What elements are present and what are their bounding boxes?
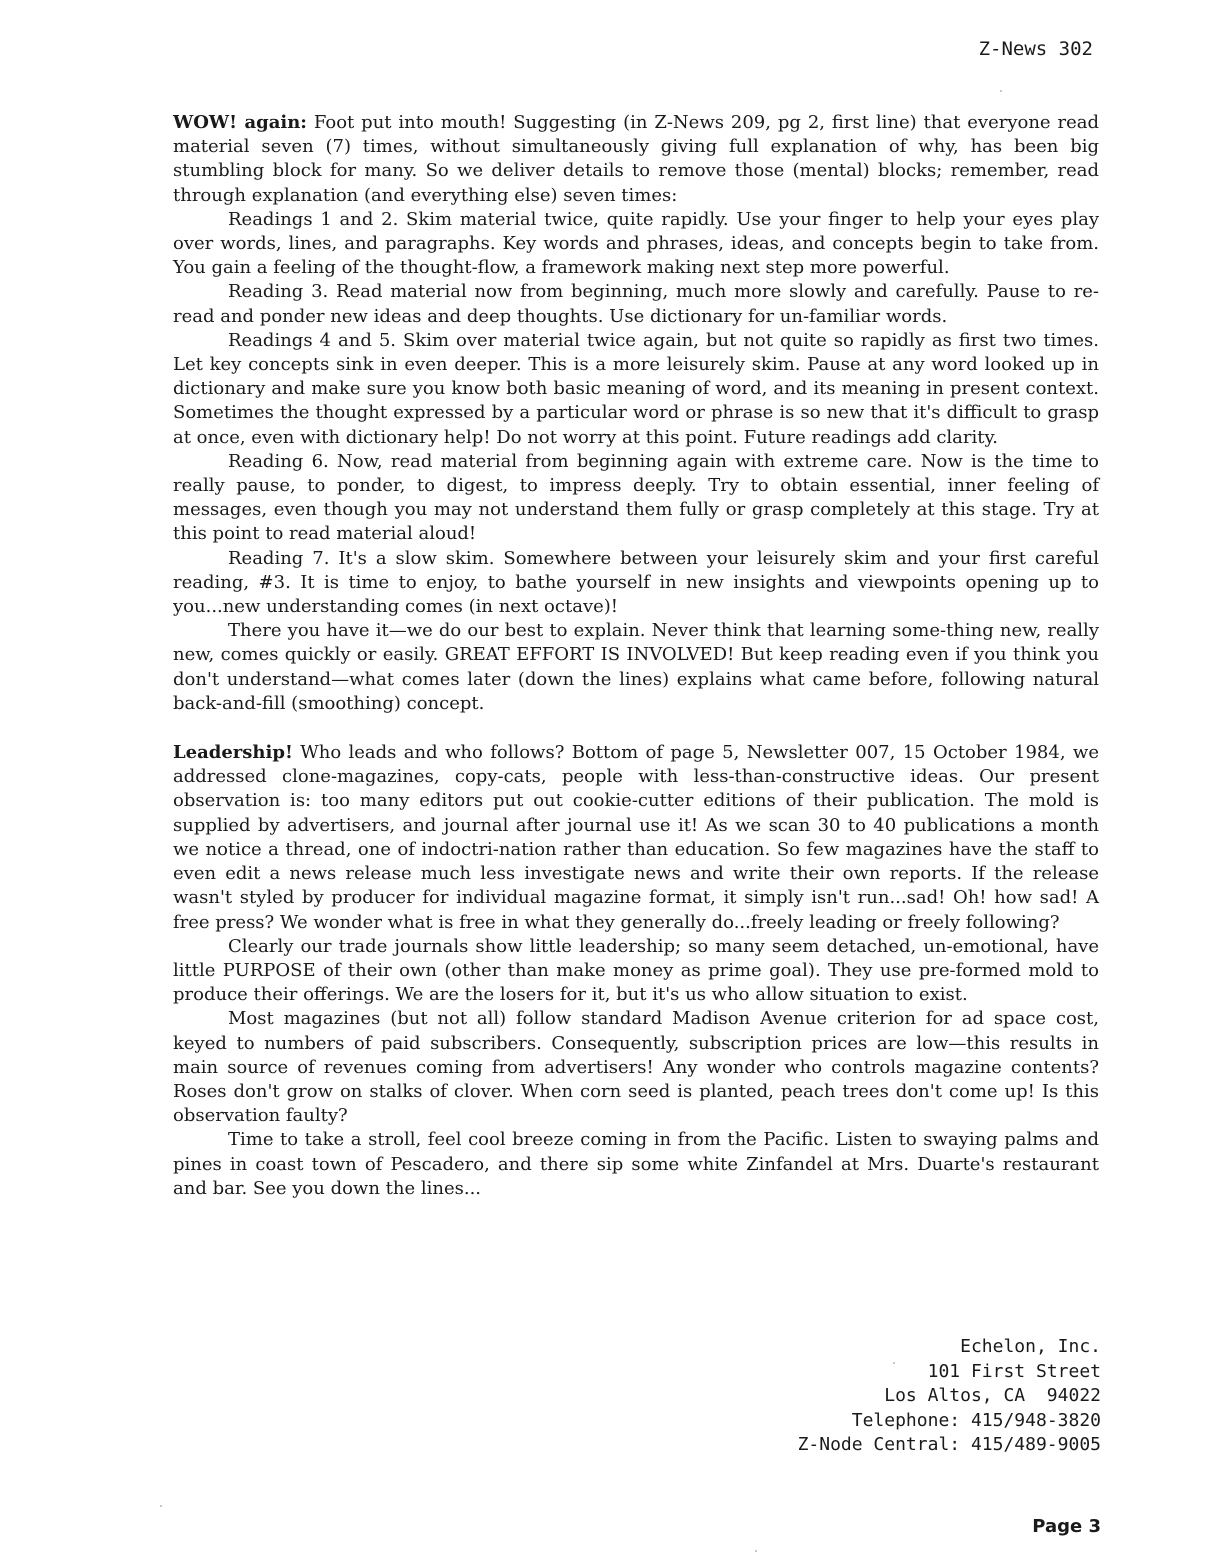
street-address: 101 First Street (927, 1360, 1101, 1382)
telephone-line: Telephone: 415/948-3820 (851, 1409, 1101, 1431)
city-state-zip: Los Altos, CA 94022 (884, 1385, 1101, 1406)
section2-paragraph-4: Time to take a stroll, feel cool breeze coming in from the Pacific. Listen to swaying palms and pines in coast town of Pescadero, and there sip some white Zinfandel at Mrs. Duarte's restaurant and bar. See you down the lines... (173, 1129, 1099, 1199)
section-divider-space (173, 716, 1099, 741)
section2-paragraph-2: Clearly our trade journals show little leadership; so many seem detached, un-emotional, have little PURPOSE of their own (other than make money as prime goal). They use pre-formed mold to produce their offerings. We are the losers for it, but it's us who allow situation to exist. (173, 935, 1099, 1006)
section2-paragraph-3: Most magazines (but not all) follow standard Madison Avenue criterion for ad space cost, keyed to numbers of paid subscribers. Consequently, subscription prices are low—this results in main source of revenues coming from advertisers! Any wonder who controls magazine contents? Roses don't grow on stalks of clover. When corn seed is planted, peach trees don't come up! Is this observation faulty? (173, 1008, 1099, 1127)
section2-paragraph-text: Who leads and who follows? Bottom of page 5, Newsletter 007, 15 October 1984, we addressed clone-magazines, copy-cats, people with less-than-constructive ideas. Our present observation is: too many editors put out cookie-cutter editions of their publication. The mold is supplied by advertisers, and journal after journal use it! As we scan 30 to 40 publications a month we notice a thread, one of indoctri-nation rather than education. So few magazines have the staff to even edit a news release much less investigate news and write their own reports. If the release wasn't styled by producer for individual magazine format, it simply isn't run...sad! Oh! how sad! A free press? We wonder what is free in what they generally do...freely leading or freely following? (173, 742, 1099, 933)
issue-header: Z-News 302 (978, 38, 1093, 60)
znode-line: Z-Node Central: 415/489-9005 (797, 1434, 1101, 1455)
scan-speck (1000, 90, 1002, 92)
section1-paragraph-4: Readings 4 and 5. Skim over material twice again, but not quite so rapidly as first two times. Let key concepts sink in even deeper. This is a more leisurely skim. Pause at any word looked up in dictionary and make sure you know both basic meaning of word, and its meaning in present context. Sometimes the thought expressed by a particular word or phrase is so new that it's difficult to grasp at once, even with dictionary help! Do not worry at this point. Future readings add clarity. (173, 329, 1099, 448)
section1-paragraph-7: There you have it—we do our best to explain. Never think that learning some-thing new, really new, comes quickly or easily. GREAT EFFORT IS INVOLVED! But keep reading even if you think you don't understand—what comes later (down the lines) explains what came before, following natural back-and-fill (smoothing) concept. (173, 620, 1099, 714)
section1-paragraph-text: Foot put into mouth! Suggesting (in Z-News 209, pg 2, first line) that everyone read material seven (7) times, without simultaneously giving full explanation of why, has been big stumbling block for many. So we deliver details to remove those (mental) blocks; remember, read through explanation (and everything else) seven times: (173, 112, 1099, 206)
scan-speck (755, 1550, 757, 1552)
section1-paragraph-3: Reading 3. Read material now from beginning, much more slowly and carefully. Pause to re-read and ponder new ideas and deep thoughts. Use dictionary for un-familiar words. (173, 281, 1099, 327)
section2-paragraph-1 (173, 741, 1099, 935)
article-body (173, 111, 1099, 1201)
section2-lead: Leadership! (173, 742, 293, 764)
section1-paragraph-2: Readings 1 and 2. Skim material twice, quite rapidly. Use your finger to help your eyes play over words, lines, and paragraphs. Key words and phrases, ideas, and concepts begin to take from. You gain a feeling of the thought-flow, a framework making next step more powerful. (173, 208, 1099, 279)
company-name: Echelon, Inc. (960, 1336, 1101, 1357)
section1-paragraph-5: Reading 6. Now, read material from beginning again with extreme care. Now is the time to really pause, to ponder, to digest, to impress deeply. Try to obtain essential, inner feeling of messages, even though you may not understand them fully or grasp completely at this stage. Try at this point to read material aloud! (173, 450, 1099, 545)
section1-paragraph-6: Reading 7. It's a slow skim. Somewhere between your leisurely skim and your first careful reading, #3. It is time to enjoy, to bathe yourself in new insights and viewpoints opening up to you...new understanding comes (in next octave)! (173, 547, 1099, 618)
address-block (798, 1335, 1101, 1458)
section1-lead: WOW! again: (173, 112, 307, 133)
section1-paragraph-1 (173, 111, 1099, 208)
scan-speck (893, 1362, 895, 1364)
scan-speck (160, 1505, 162, 1507)
page-number: Page 3 (1032, 1516, 1101, 1537)
